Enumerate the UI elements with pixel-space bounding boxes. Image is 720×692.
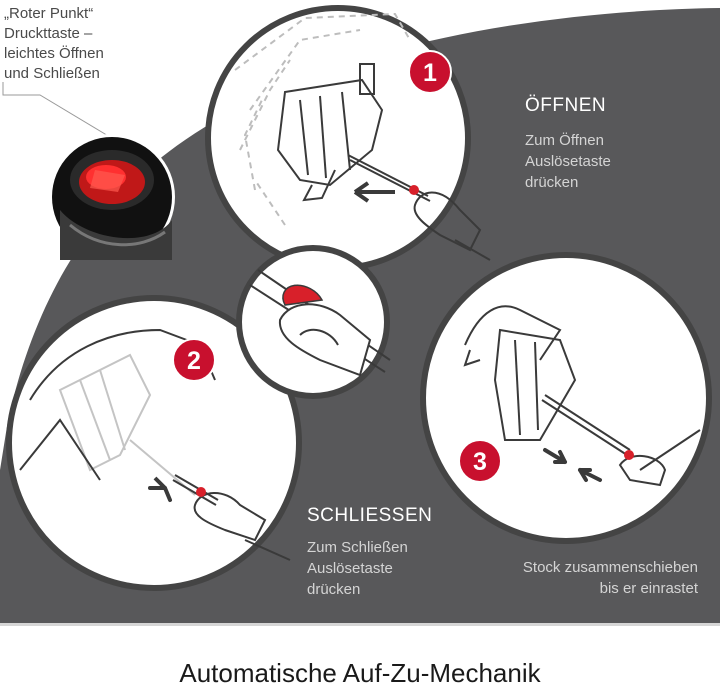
step-3-desc-line: Stock zusammenschieben xyxy=(522,559,698,576)
callout-line: Druckttaste – xyxy=(4,25,93,42)
step-2-description xyxy=(307,537,408,600)
button-callout xyxy=(4,4,124,84)
step-2-heading: SCHLIESSEN xyxy=(307,505,433,526)
step-1-desc-line: drücken xyxy=(525,174,579,191)
step-3-desc-line: bis er einrastet xyxy=(599,580,698,597)
step-3-badge xyxy=(459,440,501,482)
step-1-heading: ÖFFNEN xyxy=(525,95,607,116)
step-3-description xyxy=(523,557,698,599)
red-button-photo xyxy=(49,134,175,260)
step-1-desc-line: Auslösetaste xyxy=(525,153,611,170)
step-3-illustration xyxy=(423,255,709,541)
button-closeup-illustration xyxy=(239,248,390,396)
step-2-number: 2 xyxy=(187,347,201,375)
step-1-number: 1 xyxy=(423,59,437,87)
callout-line: und Schließen xyxy=(4,65,100,82)
step-2-desc-line: Auslösetaste xyxy=(307,560,393,577)
step-2-badge xyxy=(173,339,215,381)
step-1-description xyxy=(525,130,611,193)
callout-leader xyxy=(3,82,115,140)
footer-divider xyxy=(0,623,720,626)
callout-line: „Roter Punkt“ xyxy=(4,5,94,22)
step-2-desc-line: Zum Schließen xyxy=(307,539,408,556)
footer-title: Automatische Auf-Zu-Mechanik xyxy=(179,658,541,688)
step-1-desc-line: Zum Öffnen xyxy=(525,132,604,149)
step-2-desc-line: drücken xyxy=(307,581,361,598)
step-3-number: 3 xyxy=(473,448,487,476)
step-1-badge xyxy=(409,51,451,93)
callout-line: leichtes Öffnen xyxy=(4,45,104,62)
